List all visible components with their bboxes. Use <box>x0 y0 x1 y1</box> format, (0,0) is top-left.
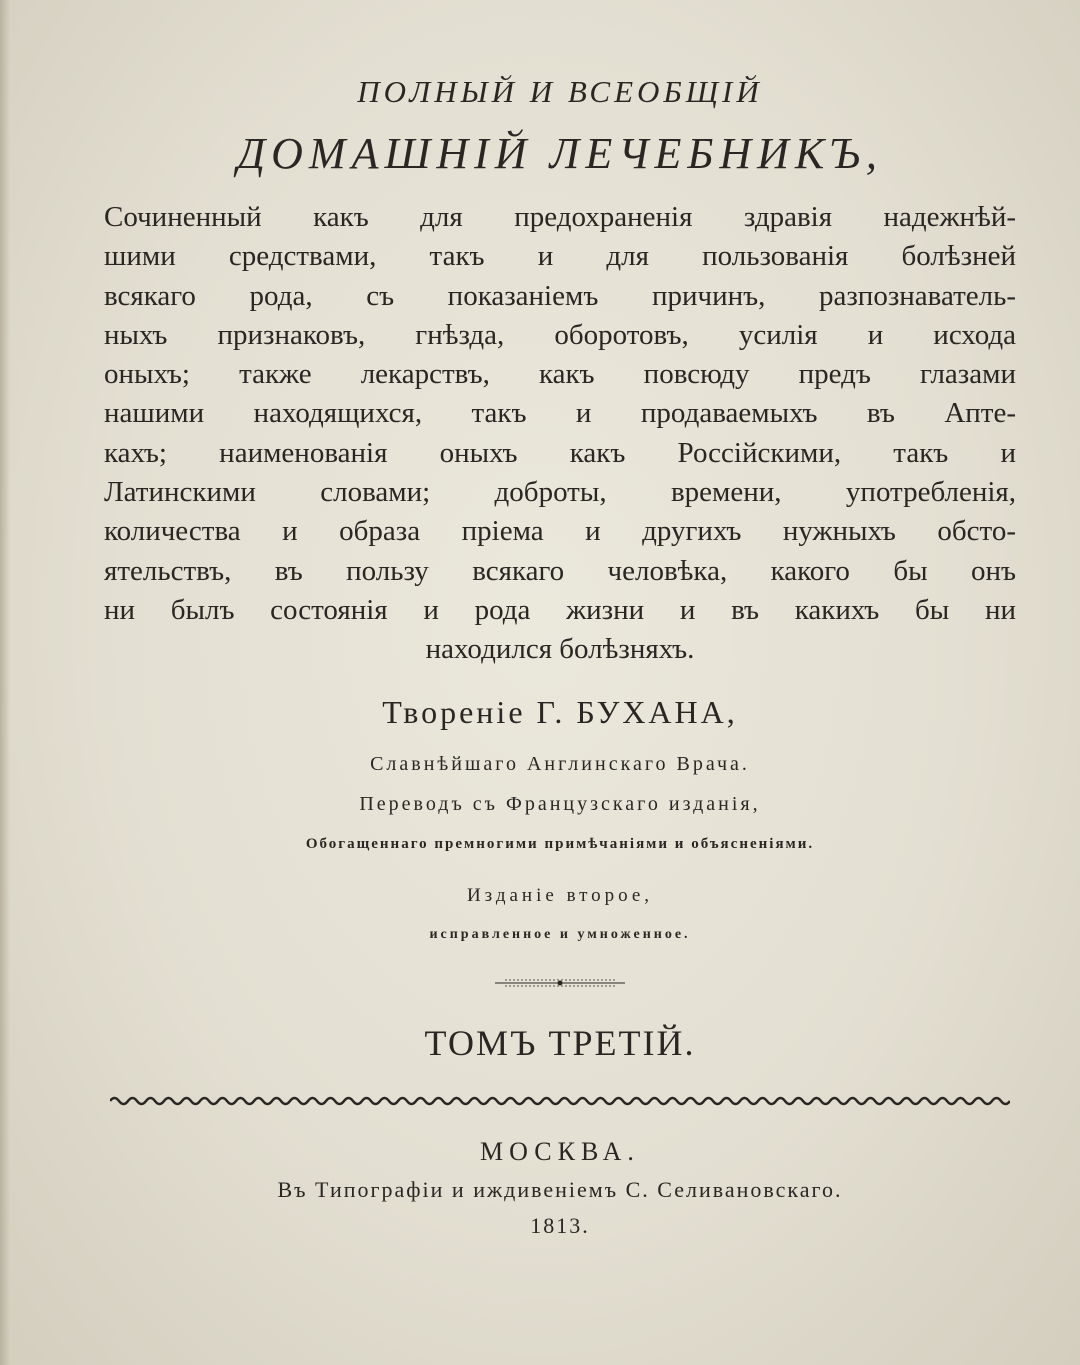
enriched-note: Обогащеннаго премногими примѣчаніями и объясненіями. <box>305 835 815 852</box>
description-line: ятельствъ, въ пользу всякаго человѣка, какого бы онъ <box>104 554 1016 587</box>
imprint-year: 1813. <box>530 1212 590 1238</box>
edition-subline: исправленное и умноженное. <box>429 926 691 942</box>
heading-home-medical-book: ДОМАШНІЙ ЛЕЧЕБНИКЪ, <box>237 129 883 178</box>
spine-shadow <box>0 0 10 1365</box>
description-paragraph <box>100 198 1020 670</box>
description-line: ни былъ состоянія и рода жизни и въ какихъ бы ни <box>104 593 1016 626</box>
description-line: ныхъ признаковъ, гнѣзда, оборотовъ, усилія и исхода <box>104 318 1016 351</box>
volume-title: ТОМЪ ТРЕТІЙ. <box>424 1022 696 1063</box>
imprint-city: МОСКВА. <box>480 1136 640 1166</box>
description-line: всякаго рода, съ показаніемъ причинъ, разпознаватель- <box>104 279 1016 312</box>
small-ornament-rule <box>495 976 625 990</box>
translation-note: Переводъ съ Французскаго изданія, <box>359 792 761 815</box>
description-line: Латинскими словами; доброты, времени, употребленія, <box>104 476 1016 509</box>
imprint-printer: Въ Типографіи и иждивеніемъ С. Селивановскаго. <box>277 1176 843 1202</box>
title-page-content <box>100 72 1020 1242</box>
description-line: оныхъ; также лекарствъ, какъ повсюду предъ глазами <box>104 358 1016 391</box>
author-line: Твореніе Г. БУХАНА, <box>382 693 738 730</box>
description-line-last: находился болѣзняхъ. <box>425 633 695 666</box>
wavy-ornament-rule <box>110 1094 1010 1108</box>
description-line: шими средствами, такъ и для пользованія болѣзней <box>104 240 1016 273</box>
description-line: Сочиненный какъ для предохраненія здравія надежнѣй- <box>104 201 1016 233</box>
description-line: количества и образа пріема и другихъ нужныхъ обсто- <box>104 515 1016 548</box>
author-description: Славнѣйшаго Англинскаго Врача. <box>370 752 750 775</box>
edition-line: Изданіе второе, <box>466 884 654 906</box>
description-line: кахъ; наименованія оныхъ какъ Россійскими, такъ и <box>104 436 1016 469</box>
description-line: нашими находящихся, такъ и продаваемыхъ въ Апте- <box>104 397 1016 430</box>
heading-full-and-universal: ПОЛНЫЙ И ВСЕОБЩІЙ <box>357 74 763 109</box>
